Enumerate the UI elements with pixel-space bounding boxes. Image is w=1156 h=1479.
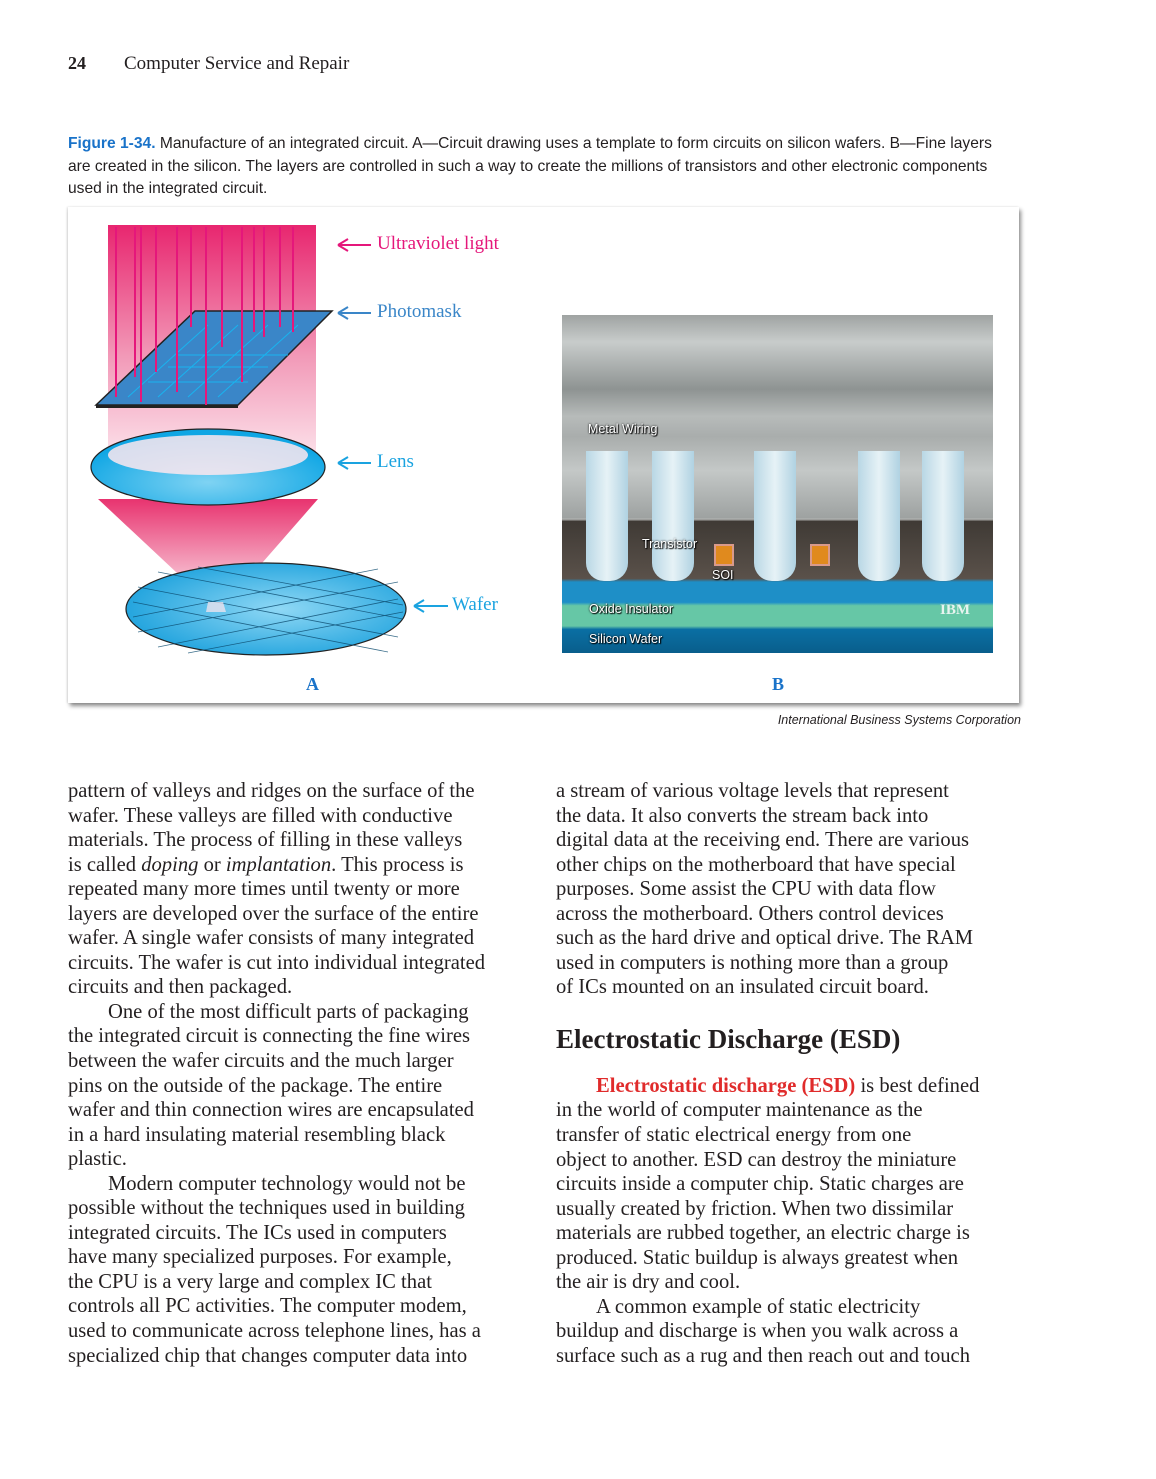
lens-arrow-icon [338, 457, 371, 469]
body-line: digital data at the receiving end. There are various [556, 829, 970, 852]
body-line: transfer of static electrical energy from one [556, 1124, 912, 1147]
body-line: wafer and thin connection wires are encapsulated [68, 1099, 474, 1122]
body-line: the data. It also converts the stream back into [556, 804, 929, 827]
label-oxide-insulator: Oxide Insulator [589, 602, 674, 616]
text-run: is best defined [855, 1074, 980, 1097]
caption-text: Manufacture of an integrated circuit. A—Circuit drawing uses a template to form circuits on silicon wafers. B—Fine layers are created in the silicon. The layers are controlled in such a way to create the millions of transistors and other electronic components used in the integrated circuit. [68, 135, 992, 198]
body-line [556, 1074, 1026, 1099]
wafer-arrow-icon [414, 600, 448, 612]
ibm-logo: IBM [940, 602, 970, 618]
label-ultraviolet-light: Ultraviolet light [377, 233, 499, 254]
body-line: possible without the techniques used in building [68, 1197, 465, 1220]
body-line: wafer. These valleys are filled with conductive [68, 804, 453, 827]
section-heading: Electrostatic Discharge (ESD) [556, 1023, 901, 1054]
emphasis-term: implantation [225, 853, 332, 876]
text-run: . This process is [331, 853, 464, 876]
label-silicon-wafer: Silicon Wafer [589, 632, 663, 646]
label-metal-wiring: Metal Wiring [588, 422, 658, 436]
label-wafer: Wafer [452, 594, 498, 615]
body-line [68, 853, 538, 878]
body-column-left [68, 779, 538, 1368]
body-line: used to communicate across telephone lines, has a [68, 1320, 481, 1343]
body-line: of ICs mounted on an insulated circuit board. [556, 976, 929, 999]
photolithography-diagram [68, 207, 528, 703]
text-run: is called [68, 853, 142, 876]
body-line: across the motherboard. Others control devices [556, 902, 944, 925]
body-line: purposes. Some assist the CPU with data flow [556, 878, 936, 901]
body-line: object to another. ESD can destroy the miniature [556, 1148, 957, 1171]
body-line: between the wafer circuits and the much larger [68, 1050, 454, 1073]
panel-b-letter: B [772, 674, 785, 694]
body-line: wafer. A single wafer consists of many integrated [68, 927, 475, 950]
label-transistor: Transistor [642, 537, 698, 551]
body-line: have many specialized purposes. For example, [68, 1246, 452, 1269]
chip-cross-section-photo [562, 315, 993, 653]
body-line: the air is dry and cool. [556, 1271, 741, 1294]
body-line: produced. Static buildup is always greatest when [556, 1246, 959, 1269]
page-number: 24 [68, 53, 86, 73]
body-line: circuits and then packaged. [68, 976, 293, 999]
photomask-arrow-icon [338, 307, 371, 319]
body-line: such as the hard drive and optical drive. The RAM [556, 927, 974, 950]
text-run: or [198, 853, 226, 876]
body-line: A common example of static electricity [596, 1295, 921, 1318]
body-line: pattern of valleys and ridges on the surface of the [68, 780, 475, 802]
uv-arrow-icon [338, 239, 371, 251]
body-line: specialized chip that changes computer data into [68, 1344, 468, 1367]
body-line: in a hard insulating material resembling black [68, 1123, 446, 1146]
body-line: in the world of computer maintenance as the [556, 1099, 923, 1122]
body-line: used in computers is nothing more than a group [556, 951, 949, 974]
body-line: pins on the outside of the package. The entire [68, 1074, 443, 1097]
body-line: the CPU is a very large and complex IC that [68, 1270, 432, 1293]
body-line: integrated circuits. The ICs used in computers [68, 1221, 447, 1244]
body-line: materials are rubbed together, an electric charge is [556, 1222, 970, 1245]
figure-caption [68, 133, 1008, 201]
body-column-right [556, 779, 1026, 1368]
body-line: plastic. [68, 1148, 127, 1171]
body-line: buildup and discharge is when you walk across a [556, 1320, 959, 1343]
body-line: surface such as a rug and then reach out and touch [556, 1344, 970, 1367]
body-line: a stream of various voltage levels that represent [556, 780, 949, 802]
body-line: controls all PC activities. The computer modem, [68, 1295, 467, 1318]
label-soi: SOI [712, 568, 734, 582]
label-lens: Lens [377, 451, 414, 472]
body-line: other chips on the motherboard that have special [556, 853, 956, 876]
figure-box [68, 207, 1019, 703]
key-term: Electrostatic discharge (ESD) [596, 1074, 856, 1097]
body-line: layers are developed over the surface of the entire [68, 902, 479, 925]
body-line: the integrated circuit is connecting the fine wires [68, 1025, 471, 1048]
panel-a-letter: A [306, 674, 319, 694]
body-line: repeated many more times until twenty or more [68, 878, 460, 901]
emphasis-term: doping [141, 853, 199, 876]
body-line: Modern computer technology would not be [108, 1172, 466, 1195]
running-title: Computer Service and Repair [124, 53, 350, 74]
body-line: circuits. The wafer is cut into individual integrated [68, 951, 486, 974]
body-line: One of the most difficult parts of packaging [108, 1000, 469, 1023]
figure-label: Figure 1-34. [68, 135, 156, 152]
body-line: materials. The process of filling in these valleys [68, 829, 463, 852]
label-photomask: Photomask [377, 301, 462, 322]
body-line: circuits inside a computer chip. Static charges are [556, 1173, 964, 1196]
figure-credit: International Business Systems Corporation [777, 713, 1021, 727]
body-line: usually created by friction. When two dissimilar [556, 1197, 954, 1220]
